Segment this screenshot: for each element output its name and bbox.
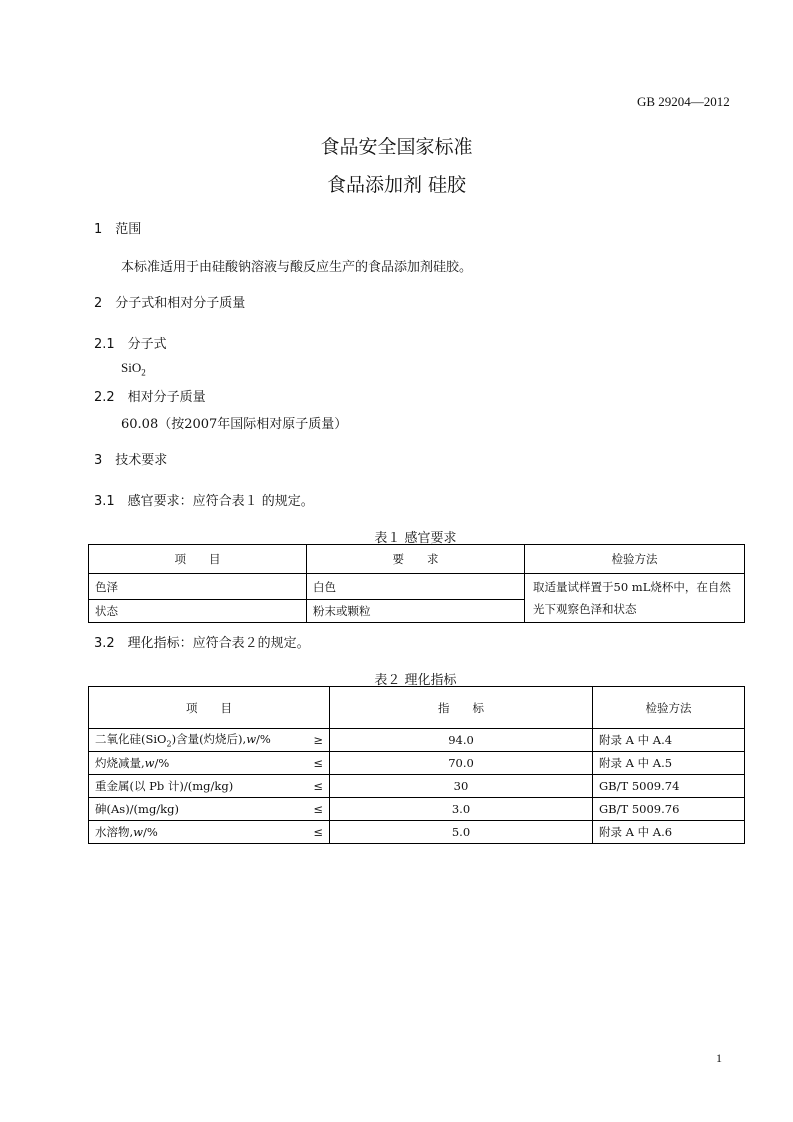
section-1-text: 本标准适用于由硅酸钠溶液与酸反应生产的食品添加剂硅胶。 (121, 260, 473, 275)
relation-symbol: ≥ (313, 732, 323, 747)
table-1-caption: 表１ 感官要求 (374, 531, 457, 546)
sensory-requirements-table (88, 544, 745, 623)
column-header-method: 检验方法 (593, 687, 745, 729)
item-cell: 状态 (89, 600, 307, 623)
index-value-cell: 94.0 (330, 729, 593, 752)
column-header-item: 项 目 (89, 545, 307, 574)
item-cell: 二氧化硅(SiO$_2$)含量(灼烧后),w/% ≥ (89, 729, 330, 752)
relation-symbol: ≤ (313, 825, 323, 839)
section-3-1-heading: 3.1 感官要求：应符合表１ 的规定。 (94, 494, 314, 509)
method-cell: 取适量试样置于50 mL烧杯中，在自然光下观察色泽和状态 (525, 574, 745, 623)
column-header-requirement: 要 求 (307, 545, 525, 574)
item-cell: 重金属(以 Pb 计)/(mg/kg) ≤ (89, 775, 330, 798)
table-row (89, 775, 745, 798)
relation-symbol: ≤ (313, 756, 323, 770)
item-cell: 灼烧减量,w/% ≤ (89, 752, 330, 775)
index-value-cell: 30 (330, 775, 593, 798)
table-row (89, 729, 745, 752)
requirement-cell: 粉末或颗粒 (307, 600, 525, 623)
physicochemical-indices-table (88, 686, 745, 844)
item-cell: 色泽 (89, 574, 307, 600)
method-cell: GB/T 5009.74 (593, 775, 745, 798)
section-3-2-heading: 3.2 理化指标：应符合表２的规定。 (94, 636, 310, 651)
column-header-method: 检验方法 (525, 545, 745, 574)
requirement-cell: 白色 (307, 574, 525, 600)
section-2-heading: 2 分子式和相对分子质量 (94, 296, 246, 311)
document-title: 食品安全国家标准 (320, 136, 473, 158)
item-cell: 水溶物,w/% ≤ (89, 821, 330, 844)
table-2-caption: 表２ 理化指标 (374, 673, 457, 688)
method-cell: 附录 A 中 A.4 (593, 729, 745, 752)
section-1-heading: 1 范围 (94, 222, 142, 237)
section-3-heading: 3 技术要求 (94, 453, 168, 468)
table-header-row (89, 687, 745, 729)
method-cell: GB/T 5009.76 (593, 798, 745, 821)
index-value-cell: 70.0 (330, 752, 593, 775)
method-cell: 附录 A 中 A.5 (593, 752, 745, 775)
method-cell: 附录 A 中 A.6 (593, 821, 745, 844)
document-subtitle: 食品添加剂 硅胶 (326, 174, 467, 196)
standard-code: GB 29204—2012 (637, 94, 730, 109)
relation-symbol: ≤ (313, 779, 323, 793)
table-row (89, 798, 745, 821)
page-number: 1 (716, 1051, 722, 1065)
column-header-index: 指 标 (330, 687, 593, 729)
table-header-row (89, 545, 745, 574)
index-value-cell: 3.0 (330, 798, 593, 821)
column-header-item: 项 目 (89, 687, 330, 729)
index-value-cell: 5.0 (330, 821, 593, 844)
section-2-2-heading: 2.2 相对分子质量 (94, 390, 206, 405)
item-cell: 砷(As)/(mg/kg) ≤ (89, 798, 330, 821)
table-row (89, 821, 745, 844)
molecular-mass-value: 60.08（按2007年国际相对原子质量） (121, 417, 348, 432)
relation-symbol: ≤ (313, 802, 323, 816)
table-row (89, 574, 745, 600)
molecular-formula: SiO$_2$ (121, 360, 146, 378)
section-2-1-heading: 2.1 分子式 (94, 337, 167, 352)
table-row (89, 752, 745, 775)
